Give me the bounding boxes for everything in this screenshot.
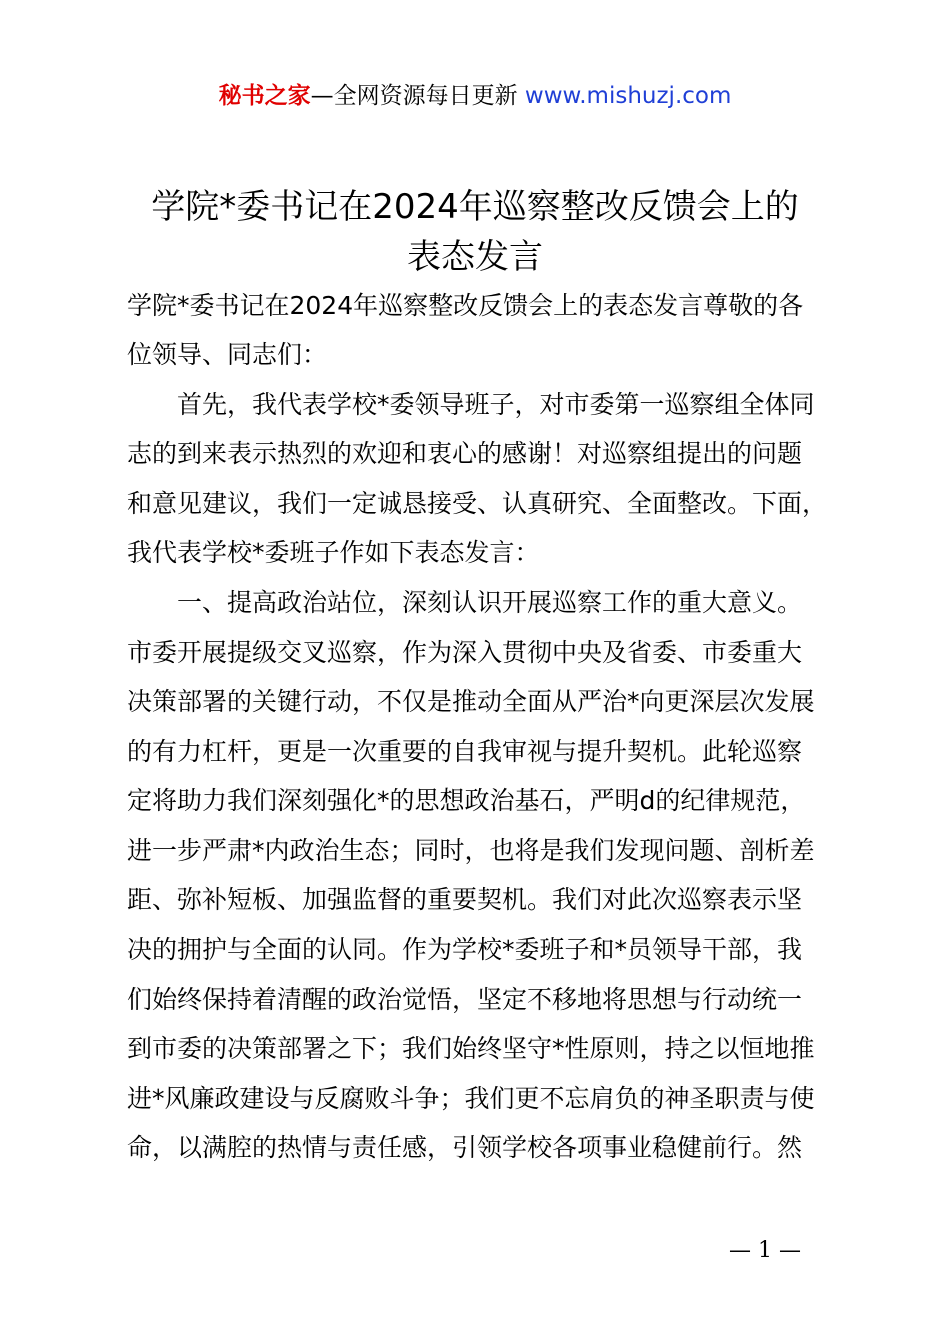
body-line: 的有力杠杆，更是一次重要的自我审视与提升契机。此轮巡察	[127, 737, 803, 766]
body-line: 和意见建议，我们一定诚恳接受、认真研究、全面整改。下面，	[127, 489, 828, 518]
header-tagline: —全网资源每日更新	[310, 83, 518, 109]
document-title	[100, 182, 850, 282]
body-line: 进一步严肃*内政治生态；同时，也将是我们发现问题、剖析差	[127, 836, 815, 865]
title-line-1: 学院*委书记在2024年巡察整改反馈会上的	[151, 187, 799, 227]
body-line: 距、弥补短板、加强监督的重要契机。我们对此次巡察表示坚	[127, 885, 803, 914]
body-line: 一、提高政治站位，深刻认识开展巡察工作的重大意义。	[127, 588, 803, 617]
body-line: 进*风廉政建设与反腐败斗争；我们更不忘肩负的神圣职责与使	[127, 1084, 815, 1113]
body-line: 决策部署的关键行动，不仅是推动全面从严治*向更深层次发展	[127, 687, 815, 716]
page-number: — 1 —	[729, 1238, 801, 1263]
body-line: 命，以满腔的热情与责任感，引领学校各项事业稳健前行。然	[127, 1133, 803, 1162]
body-line: 们始终保持着清醒的政治觉悟，坚定不移地将思想与行动统一	[127, 985, 803, 1014]
body-line: 位领导、同志们：	[127, 340, 328, 369]
site-url-link[interactable]: www.mishuzj.com	[524, 83, 732, 109]
body-line: 首先，我代表学校*委领导班子，对市委第一巡察组全体同	[127, 390, 815, 419]
body-line: 到市委的决策部署之下；我们始终坚守*性原则，持之以恒地推	[127, 1034, 815, 1063]
body-line: 我代表学校*委班子作如下表态发言：	[127, 538, 540, 567]
body-line: 市委开展提级交叉巡察，作为深入贯彻中央及省委、市委重大	[127, 638, 803, 667]
body-line: 志的到来表示热烈的欢迎和衷心的感谢！对巡察组提出的问题	[127, 439, 803, 468]
body-line: 决的拥护与全面的认同。作为学校*委班子和*员领导干部，我	[127, 935, 803, 964]
body-line: 定将助力我们深刻强化*的思想政治基石，严明d的纪律规范，	[127, 786, 806, 815]
title-line-2: 表态发言	[407, 237, 543, 277]
site-header	[0, 80, 950, 112]
body-line: 学院*委书记在2024年巡察整改反馈会上的表态发言尊敬的各	[127, 291, 804, 320]
brand-name: 秘书之家	[218, 83, 311, 109]
